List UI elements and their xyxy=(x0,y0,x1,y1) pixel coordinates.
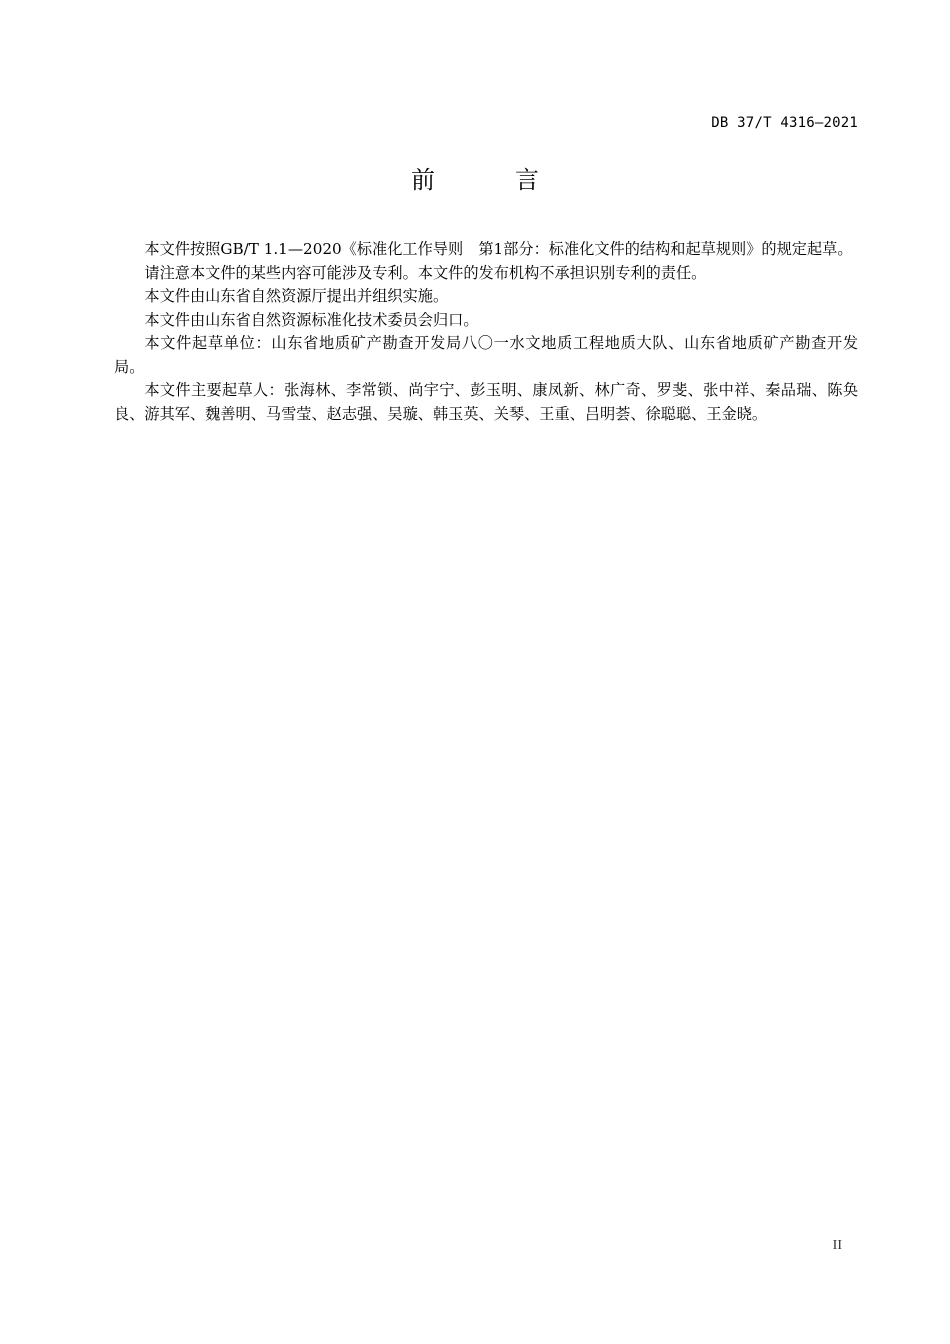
paragraph-drafting-rules: 本文件按照GB/T 1.1—2020《标准化工作导则 第1部分：标准化文件的结构和起草规则》的规定起草。 xyxy=(144,240,853,258)
paragraph-drafters: 本文件主要起草人：张海林、李常锁、尚宇宁、彭玉明、康凤新、林广奇、罗斐、张中祥、秦品瑞、陈奂良、游其军、魏善明、马雪莹、赵志强、吴璇、韩玉英、关琴、王重、吕明荟、徐聪聪、王金晓。 xyxy=(114,381,858,423)
page-title: 前 言 xyxy=(411,166,567,194)
page-number: II xyxy=(832,1238,842,1253)
document-code: DB 37/T 4316—2021 xyxy=(711,115,858,131)
paragraph-patent-notice: 请注意本文件的某些内容可能涉及专利。本文件的发布机构不承担识别专利的责任。 xyxy=(144,263,707,282)
paragraph-proposer: 本文件由山东省自然资源厅提出并组织实施。 xyxy=(144,287,449,305)
paragraph-drafting-units: 本文件起草单位：山东省地质矿产勘查开发局八〇一水文地质工程地质大队、山东省地质矿产勘查开发局。 xyxy=(114,334,858,376)
paragraph-committee: 本文件由山东省自然资源标准化技术委员会归口。 xyxy=(144,310,479,329)
foreword-body xyxy=(114,238,858,426)
